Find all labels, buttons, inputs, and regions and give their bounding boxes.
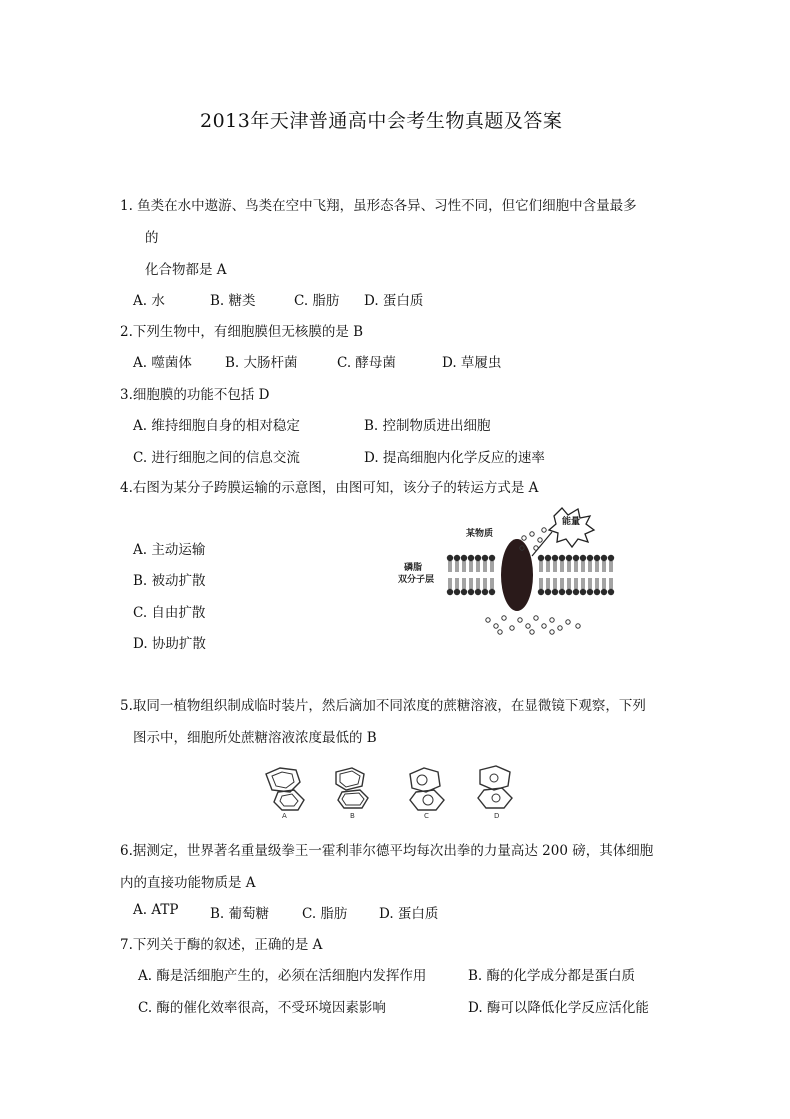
substance-particle — [576, 624, 580, 628]
question-2-option-b: B. 大肠杆菌 — [225, 355, 298, 371]
lipid-head — [454, 589, 460, 595]
lipid-head — [573, 589, 579, 595]
cell-group-a — [266, 768, 304, 810]
lipid-head — [447, 555, 453, 561]
lipid-head — [566, 589, 572, 595]
lipid-head — [587, 589, 593, 595]
lipid-head — [594, 555, 600, 561]
question-3-option-d: D. 提高细胞内化学反应的速率 — [364, 450, 545, 466]
question-1-option-a: A. 水 — [133, 293, 165, 309]
question-6-line-2: 内的直接功能物质是 A — [120, 875, 256, 891]
cell-caption-d: D — [494, 812, 500, 820]
question-6-option-b: B. 葡萄糖 — [210, 906, 270, 922]
lipid-head — [468, 589, 474, 595]
page-title: 2013年天津普通高中会考生物真题及答案 — [200, 110, 563, 132]
question-3-option-a: A. 维持细胞自身的相对稳定 — [133, 418, 300, 434]
lipid-head — [475, 555, 481, 561]
cell-group-c — [410, 768, 444, 810]
lipid-head — [454, 555, 460, 561]
label-bilayer-line-2: 双分子层 — [398, 575, 435, 585]
lipid-head — [580, 589, 586, 595]
lipid-head — [545, 555, 551, 561]
question-7-option-d: D. 酶可以降低化学反应活化能 — [468, 1000, 649, 1016]
question-4-option-c: C. 自由扩散 — [133, 605, 206, 621]
plant-cells-figure — [258, 760, 538, 822]
lipid-head — [461, 555, 467, 561]
cell-group-d — [478, 766, 512, 808]
cell-caption-a: A — [282, 812, 287, 820]
lipid-head — [594, 589, 600, 595]
substance-particles-outside — [520, 528, 546, 550]
lipid-head — [608, 555, 614, 561]
substance-particle — [534, 546, 538, 550]
lipid-head — [552, 589, 558, 595]
lipid-head — [489, 555, 495, 561]
question-4-option-d: D. 协助扩散 — [133, 636, 206, 652]
question-6-line-1: 6.据测定，世界著名重量级拳王一霍利菲尔德平均每次出拳的力量高达 200 磅，其体细胞 — [120, 843, 654, 859]
question-2-option-d: D. 草履虫 — [442, 355, 502, 371]
substance-particle — [530, 532, 534, 536]
question-2-line-1: 2.下列生物中，有细胞膜但无核膜的是 B — [120, 324, 364, 340]
label-substance: 某物质 — [466, 529, 494, 539]
lipid-head — [461, 589, 467, 595]
question-7-option-c: C. 酶的催化效率很高，不受环境因素影响 — [138, 1000, 386, 1016]
lipid-head — [482, 589, 488, 595]
lipid-head — [608, 589, 614, 595]
substance-particle — [542, 528, 546, 532]
lipid-head — [580, 555, 586, 561]
question-3-option-b: B. 控制物质进出细胞 — [364, 418, 491, 434]
cell-group-b — [336, 768, 368, 808]
question-1-line-2: 的 — [145, 230, 159, 246]
question-1-option-b: B. 糖类 — [210, 293, 256, 309]
lipid-head — [447, 589, 453, 595]
substance-particle — [538, 538, 542, 542]
lipid-head — [468, 555, 474, 561]
lipid-head — [545, 589, 551, 595]
lipid-head — [559, 589, 565, 595]
energy-arrow — [532, 532, 552, 556]
cell-caption-c: C — [424, 812, 429, 820]
lipid-head — [601, 555, 607, 561]
lipid-head — [482, 555, 488, 561]
lipid-head — [489, 589, 495, 595]
lipid-head — [559, 555, 565, 561]
question-3-option-c: C. 进行细胞之间的信息交流 — [133, 450, 300, 466]
question-6-option-c: C. 脂肪 — [302, 906, 348, 922]
substance-particle — [542, 624, 546, 628]
substance-particle — [498, 630, 502, 634]
question-4-option-a: A. 主动运输 — [133, 542, 206, 558]
question-7-option-a: A. 酶是活细胞产生的，必须在活细胞内发挥作用 — [138, 968, 427, 984]
cell-caption-b: B — [350, 812, 355, 820]
question-3-line-1: 3.细胞膜的功能不包括 D — [120, 387, 270, 403]
question-6-option-d: D. 蛋白质 — [379, 906, 439, 922]
question-5-line-1: 5.取同一植物组织制成临时装片，然后滴加不同浓度的蔗糖溶液，在显微镜下观察，下列 — [120, 698, 646, 714]
substance-particle — [566, 620, 570, 624]
substance-particles-inside — [486, 616, 580, 634]
membrane-transport-figure — [392, 508, 622, 638]
substance-particle — [510, 626, 514, 630]
question-7-line-1: 7.下列关于酶的叙述，正确的是 A — [120, 937, 323, 953]
lipid-head — [573, 555, 579, 561]
question-1-option-d: D. 蛋白质 — [364, 293, 424, 309]
lipid-head — [475, 589, 481, 595]
lipid-head — [552, 555, 558, 561]
lipid-head — [601, 589, 607, 595]
substance-particle — [534, 616, 538, 620]
substance-particle — [522, 536, 526, 540]
question-6-option-a: A. ATP — [133, 902, 179, 918]
carrier-protein — [501, 539, 533, 611]
question-4-option-b: B. 被动扩散 — [133, 573, 206, 589]
lipid-head — [566, 555, 572, 561]
question-1-option-c: C. 脂肪 — [294, 293, 340, 309]
lipid-head — [538, 589, 544, 595]
question-1-line-3: 化合物都是 A — [145, 262, 227, 278]
question-2-option-c: C. 酵母菌 — [337, 355, 396, 371]
substance-particle — [550, 618, 554, 622]
label-energy: 能量 — [562, 517, 581, 527]
question-2-option-a: A. 噬菌体 — [133, 355, 192, 371]
lipid-head — [538, 555, 544, 561]
substance-particle — [502, 616, 506, 620]
question-1-line-1: 1. 鱼类在水中遨游、鸟类在空中飞翔，虽形态各异、习性不同，但它们细胞中含量最多 — [120, 198, 637, 214]
lipid-head — [587, 555, 593, 561]
substance-particle — [486, 618, 490, 622]
substance-particle — [530, 630, 534, 634]
substance-particle — [526, 624, 530, 628]
question-7-option-b: B. 酶的化学成分都是蛋白质 — [468, 968, 636, 984]
substance-particle — [550, 630, 554, 634]
question-4-line-1: 4.右图为某分子跨膜运输的示意图，由图可知，该分子的转运方式是 A — [120, 480, 539, 496]
substance-particle — [494, 624, 498, 628]
substance-particle — [518, 618, 522, 622]
substance-particle — [558, 626, 562, 630]
label-bilayer-line-1: 磷脂 — [404, 563, 423, 573]
question-5-line-2: 图示中，细胞所处蔗糖溶液浓度最低的 B — [133, 730, 377, 746]
